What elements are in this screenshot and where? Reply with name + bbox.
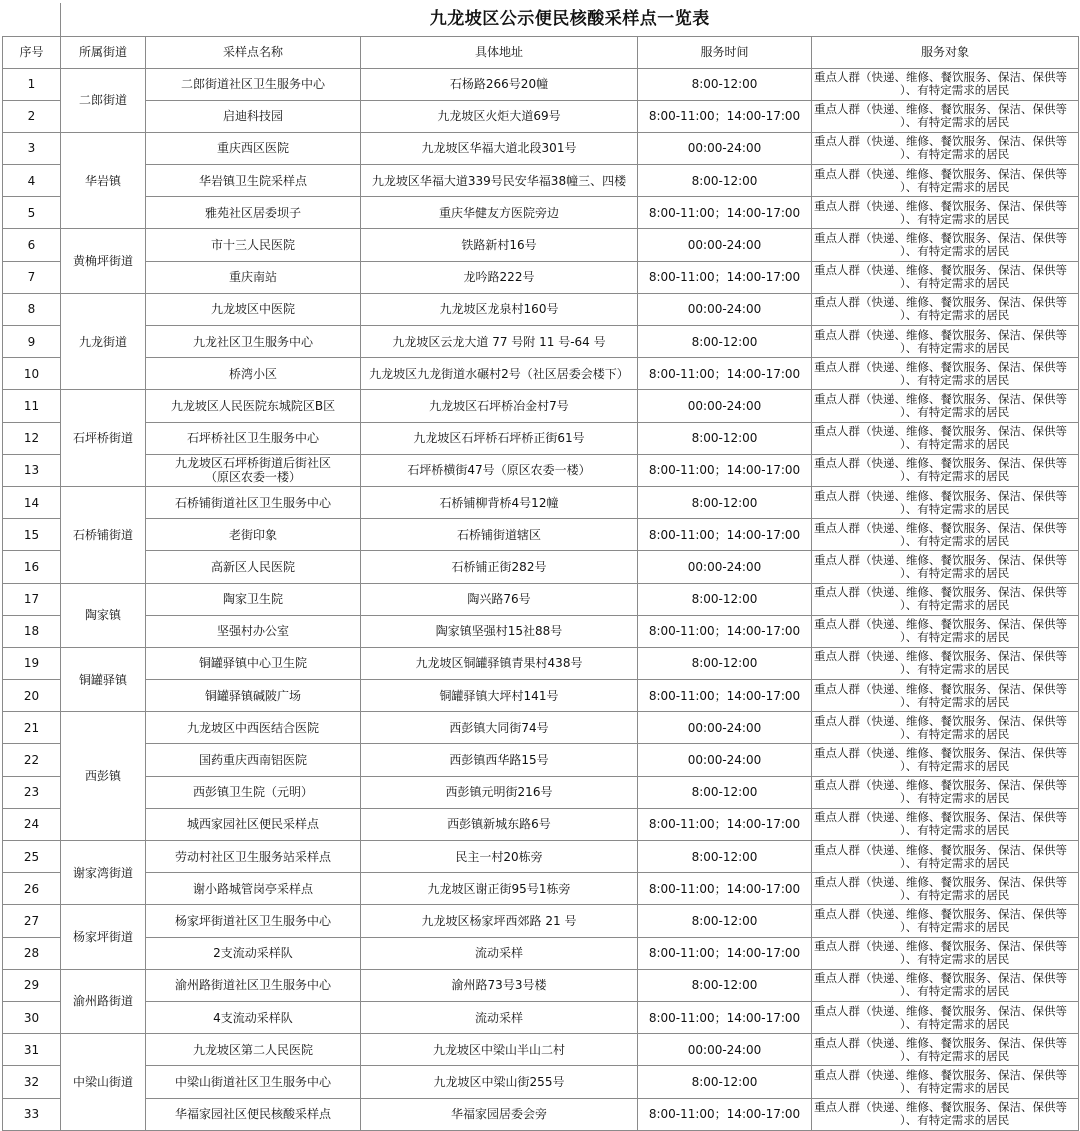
service-target-line1: 重点人群（快递、维修、餐饮服务、保洁、保供等 <box>814 585 1067 600</box>
street-cell: 陶家镇 <box>61 583 146 647</box>
service-target-cell <box>812 680 1079 712</box>
service-target-line1: 重点人群（快递、维修、餐饮服务、保洁、保供等 <box>814 70 1067 85</box>
table-row <box>3 841 1079 873</box>
service-target-cell <box>812 422 1079 454</box>
service-time-cell: 8:00-12:00 <box>638 969 812 1001</box>
row-number: 19 <box>3 647 61 679</box>
service-target-line1: 重点人群（快递、维修、餐饮服务、保洁、保供等 <box>814 102 1067 117</box>
service-time-cell: 8:00-11:00；14:00-17:00 <box>638 261 812 293</box>
service-time-cell: 8:00-11:00；14:00-17:00 <box>638 808 812 840</box>
service-time-cell: 8:00-12:00 <box>638 422 812 454</box>
site-name-cell: 老街印象 <box>146 519 361 551</box>
table-title: 九龙坡区公示便民核酸采样点一览表 <box>61 3 1079 36</box>
address-cell: 西彭镇西华路15号 <box>361 744 638 776</box>
street-cell: 黄桷坪街道 <box>61 229 146 293</box>
address-cell: 九龙坡区九龙街道水碾村2号（社区居委会楼下） <box>361 358 638 390</box>
site-name-cell: 九龙社区卫生服务中心 <box>146 326 361 358</box>
service-target-line2: ）、有特定需求的居民 <box>900 1080 1010 1095</box>
service-time-cell: 8:00-11:00；14:00-17:00 <box>638 197 812 229</box>
title-blank-cell <box>3 3 61 36</box>
service-time-cell: 00:00-24:00 <box>638 551 812 583</box>
site-name-cell: 谢小路城管岗亭采样点 <box>146 873 361 905</box>
header-no: 序号 <box>3 36 61 68</box>
service-target-line1: 重点人群（快递、维修、餐饮服务、保洁、保供等 <box>814 263 1067 278</box>
service-target-line2: ）、有特定需求的居民 <box>900 404 1010 419</box>
address-cell: 九龙坡区火炬大道69号 <box>361 100 638 132</box>
service-target-line1: 重点人群（快递、维修、餐饮服务、保洁、保供等 <box>814 939 1067 954</box>
row-number: 9 <box>3 326 61 358</box>
service-target-line2: ）、有特定需求的居民 <box>900 83 1010 98</box>
service-target-line1: 重点人群（快递、维修、餐饮服务、保洁、保供等 <box>814 874 1067 889</box>
service-target-cell <box>812 132 1079 164</box>
service-target-cell <box>812 326 1079 358</box>
service-target-line2: ）、有特定需求的居民 <box>900 211 1010 226</box>
row-number: 21 <box>3 712 61 744</box>
service-target-line1: 重点人群（快递、维修、餐饮服务、保洁、保供等 <box>814 134 1067 149</box>
address-cell: 九龙坡区石坪桥冶金村7号 <box>361 390 638 422</box>
address-cell: 九龙坡区中梁山半山二村 <box>361 1034 638 1066</box>
site-name-cell: 石桥铺街道社区卫生服务中心 <box>146 486 361 518</box>
site-name-cell: 二郎街道社区卫生服务中心 <box>146 68 361 100</box>
address-cell: 九龙坡区铜罐驿镇青果村438号 <box>361 647 638 679</box>
row-number: 11 <box>3 390 61 422</box>
service-target-line2: ）、有特定需求的居民 <box>900 147 1010 162</box>
row-number: 23 <box>3 776 61 808</box>
service-time-cell: 8:00-11:00；14:00-17:00 <box>638 454 812 486</box>
service-target-cell <box>812 615 1079 647</box>
service-target-line2: ）、有特定需求的居民 <box>900 984 1010 999</box>
service-target-line1: 重点人群（快递、维修、餐饮服务、保洁、保供等 <box>814 231 1067 246</box>
service-time-cell: 8:00-11:00；14:00-17:00 <box>638 100 812 132</box>
service-target-line1: 重点人群（快递、维修、餐饮服务、保洁、保供等 <box>814 1035 1067 1050</box>
service-time-cell: 8:00-12:00 <box>638 583 812 615</box>
service-time-cell: 00:00-24:00 <box>638 390 812 422</box>
service-target-line1: 重点人群（快递、维修、餐饮服务、保洁、保供等 <box>814 552 1067 567</box>
row-number: 10 <box>3 358 61 390</box>
service-time-cell: 8:00-12:00 <box>638 776 812 808</box>
service-target-line2: ）、有特定需求的居民 <box>900 726 1010 741</box>
street-cell: 二郎街道 <box>61 68 146 132</box>
table-row <box>3 68 1079 100</box>
address-cell: 龙吟路222号 <box>361 261 638 293</box>
service-target-cell <box>812 873 1079 905</box>
service-target-cell <box>812 486 1079 518</box>
service-target-cell <box>812 712 1079 744</box>
service-target-line2: ）、有特定需求的居民 <box>900 598 1010 613</box>
service-target-line1: 重点人群（快递、维修、餐饮服务、保洁、保供等 <box>814 488 1067 503</box>
service-target-line2: ）、有特定需求的居民 <box>900 823 1010 838</box>
service-time-cell: 8:00-12:00 <box>638 905 812 937</box>
header-address: 具体地址 <box>361 36 638 68</box>
service-time-cell: 00:00-24:00 <box>638 229 812 261</box>
table-row <box>3 873 1079 905</box>
address-cell: 重庆华健友方医院旁边 <box>361 197 638 229</box>
service-target-line2: ）、有特定需求的居民 <box>900 276 1010 291</box>
service-target-line1: 重点人群（快递、维修、餐饮服务、保洁、保供等 <box>814 424 1067 439</box>
service-time-cell: 00:00-24:00 <box>638 1034 812 1066</box>
service-target-line2: ）、有特定需求的居民 <box>900 1016 1010 1031</box>
site-name-cell: 4支流动采样队 <box>146 1001 361 1033</box>
service-target-line2: ）、有特定需求的居民 <box>900 244 1010 259</box>
service-target-cell <box>812 229 1079 261</box>
table-row <box>3 293 1079 325</box>
address-cell: 石杨路266号20幢 <box>361 68 638 100</box>
service-target-line2: ）、有特定需求的居民 <box>900 694 1010 709</box>
service-target-line2: ）、有特定需求的居民 <box>900 437 1010 452</box>
service-target-cell <box>812 261 1079 293</box>
service-time-cell: 8:00-11:00；14:00-17:00 <box>638 873 812 905</box>
service-target-cell <box>812 197 1079 229</box>
service-target-cell <box>812 293 1079 325</box>
service-target-cell <box>812 744 1079 776</box>
table-row <box>3 165 1079 197</box>
site-name-cell: 华福家园社区便民核酸采样点 <box>146 1098 361 1130</box>
table-row <box>3 969 1079 1001</box>
service-target-cell <box>812 1001 1079 1033</box>
row-number: 26 <box>3 873 61 905</box>
site-name-cell: 市十三人民医院 <box>146 229 361 261</box>
address-cell: 石桥铺街道辖区 <box>361 519 638 551</box>
site-name-cell: 中梁山街道社区卫生服务中心 <box>146 1066 361 1098</box>
table-row <box>3 680 1079 712</box>
address-cell: 九龙坡区云龙大道 77 号附 11 号-64 号 <box>361 326 638 358</box>
table-row <box>3 776 1079 808</box>
table-row <box>3 744 1079 776</box>
row-number: 16 <box>3 551 61 583</box>
service-target-cell <box>812 165 1079 197</box>
address-cell: 九龙坡区杨家坪西郊路 21 号 <box>361 905 638 937</box>
service-target-line2: ）、有特定需求的居民 <box>900 630 1010 645</box>
table-row <box>3 905 1079 937</box>
sampling-sites-sheet <box>2 3 1078 1131</box>
title-row <box>3 3 1079 36</box>
table-row <box>3 615 1079 647</box>
service-target-line2: ）、有特定需求的居民 <box>900 533 1010 548</box>
service-time-cell: 8:00-12:00 <box>638 1066 812 1098</box>
service-time-cell: 8:00-11:00；14:00-17:00 <box>638 358 812 390</box>
service-time-cell: 8:00-11:00；14:00-17:00 <box>638 615 812 647</box>
site-name-cell: 西彭镇卫生院（元明） <box>146 776 361 808</box>
site-name-cell: 启迪科技园 <box>146 100 361 132</box>
row-number: 6 <box>3 229 61 261</box>
header-site-name: 采样点名称 <box>146 36 361 68</box>
site-name-cell: 石坪桥社区卫生服务中心 <box>146 422 361 454</box>
row-number: 13 <box>3 454 61 486</box>
row-number: 18 <box>3 615 61 647</box>
table-row <box>3 551 1079 583</box>
service-target-line1: 重点人群（快递、维修、餐饮服务、保洁、保供等 <box>814 1067 1067 1082</box>
service-target-line2: ）、有特定需求的居民 <box>900 501 1010 516</box>
service-target-line1: 重点人群（快递、维修、餐饮服务、保洁、保供等 <box>814 166 1067 181</box>
service-target-line1: 重点人群（快递、维修、餐饮服务、保洁、保供等 <box>814 746 1067 761</box>
row-number: 17 <box>3 583 61 615</box>
site-name-cell: 雅苑社区居委坝子 <box>146 197 361 229</box>
service-target-cell <box>812 776 1079 808</box>
address-cell: 九龙坡区石坪桥石坪桥正街61号 <box>361 422 638 454</box>
row-number: 33 <box>3 1098 61 1130</box>
service-target-cell <box>812 519 1079 551</box>
service-target-line2: ）、有特定需求的居民 <box>900 372 1010 387</box>
table-row <box>3 1001 1079 1033</box>
table-row <box>3 358 1079 390</box>
address-cell: 西彭镇大同街74号 <box>361 712 638 744</box>
service-target-line1: 重点人群（快递、维修、餐饮服务、保洁、保供等 <box>814 391 1067 406</box>
row-number: 15 <box>3 519 61 551</box>
service-time-cell: 8:00-12:00 <box>638 486 812 518</box>
service-target-line1: 重点人群（快递、维修、餐饮服务、保洁、保供等 <box>814 906 1067 921</box>
site-name-cell: 九龙坡区人民医院东城院区B区 <box>146 390 361 422</box>
address-cell: 流动采样 <box>361 1001 638 1033</box>
site-name-cell: 渝州路街道社区卫生服务中心 <box>146 969 361 1001</box>
service-target-line1: 重点人群（快递、维修、餐饮服务、保洁、保供等 <box>814 971 1067 986</box>
street-cell: 中梁山街道 <box>61 1034 146 1131</box>
table-row <box>3 454 1079 486</box>
row-number: 32 <box>3 1066 61 1098</box>
address-cell: 石桥铺柳背桥4号12幢 <box>361 486 638 518</box>
service-target-line1: 重点人群（快递、维修、餐饮服务、保洁、保供等 <box>814 617 1067 632</box>
site-name-cell <box>146 454 361 486</box>
site-name-cell: 高新区人民医院 <box>146 551 361 583</box>
service-target-line2: ）、有特定需求的居民 <box>900 887 1010 902</box>
service-time-cell: 8:00-12:00 <box>638 647 812 679</box>
address-cell: 铁路新村16号 <box>361 229 638 261</box>
service-target-cell <box>812 969 1079 1001</box>
address-cell: 九龙坡区华福大道北段301号 <box>361 132 638 164</box>
row-number: 4 <box>3 165 61 197</box>
table-row <box>3 712 1079 744</box>
street-cell: 铜罐驿镇 <box>61 647 146 711</box>
service-target-line2: ）、有特定需求的居民 <box>900 565 1010 580</box>
row-number: 5 <box>3 197 61 229</box>
site-name-line1: 九龙坡区石坪桥街道后街社区 <box>174 456 331 471</box>
service-time-cell: 00:00-24:00 <box>638 712 812 744</box>
address-cell: 九龙坡区中梁山街255号 <box>361 1066 638 1098</box>
table-row <box>3 937 1079 969</box>
street-cell: 石桥铺街道 <box>61 486 146 583</box>
row-number: 1 <box>3 68 61 100</box>
table-row <box>3 326 1079 358</box>
table-row <box>3 229 1079 261</box>
table-row <box>3 1034 1079 1066</box>
service-target-line2: ）、有特定需求的居民 <box>900 1113 1010 1128</box>
site-name-cell: 桥湾小区 <box>146 358 361 390</box>
service-target-line2: ）、有特定需求的居民 <box>900 919 1010 934</box>
address-cell: 石坪桥横街47号（原区农委一楼） <box>361 454 638 486</box>
service-time-cell: 8:00-11:00；14:00-17:00 <box>638 680 812 712</box>
site-name-line2: （原区农委一楼） <box>204 470 301 485</box>
row-number: 8 <box>3 293 61 325</box>
service-target-cell <box>812 358 1079 390</box>
row-number: 3 <box>3 132 61 164</box>
sampling-sites-table <box>2 3 1079 1131</box>
site-name-cell: 城西家园社区便民采样点 <box>146 808 361 840</box>
service-time-cell: 00:00-24:00 <box>638 744 812 776</box>
service-target-line1: 重点人群（快递、维修、餐饮服务、保洁、保供等 <box>814 520 1067 535</box>
address-cell: 九龙坡区龙泉村160号 <box>361 293 638 325</box>
service-target-cell <box>812 905 1079 937</box>
table-row <box>3 519 1079 551</box>
service-target-line1: 重点人群（快递、维修、餐饮服务、保洁、保供等 <box>814 681 1067 696</box>
service-target-line2: ）、有特定需求的居民 <box>900 791 1010 806</box>
service-target-line1: 重点人群（快递、维修、餐饮服务、保洁、保供等 <box>814 1100 1067 1115</box>
service-target-line1: 重点人群（快递、维修、餐饮服务、保洁、保供等 <box>814 842 1067 857</box>
row-number: 12 <box>3 422 61 454</box>
service-target-cell <box>812 1034 1079 1066</box>
service-target-line1: 重点人群（快递、维修、餐饮服务、保洁、保供等 <box>814 327 1067 342</box>
service-target-line2: ）、有特定需求的居民 <box>900 340 1010 355</box>
service-target-line2: ）、有特定需求的居民 <box>900 855 1010 870</box>
street-cell: 九龙街道 <box>61 293 146 390</box>
street-cell: 渝州路街道 <box>61 969 146 1033</box>
table-row <box>3 1098 1079 1130</box>
address-cell: 九龙坡区华福大道339号民安华福38幢三、四楼 <box>361 165 638 197</box>
address-cell: 民主一村20栋旁 <box>361 841 638 873</box>
service-target-line1: 重点人群（快递、维修、餐饮服务、保洁、保供等 <box>814 1003 1067 1018</box>
table-row <box>3 390 1079 422</box>
row-number: 29 <box>3 969 61 1001</box>
address-cell: 西彭镇元明街216号 <box>361 776 638 808</box>
service-target-line1: 重点人群（快递、维修、餐饮服务、保洁、保供等 <box>814 810 1067 825</box>
header-row <box>3 36 1079 68</box>
service-target-cell <box>812 583 1079 615</box>
table-row <box>3 100 1079 132</box>
table-row <box>3 422 1079 454</box>
row-number: 22 <box>3 744 61 776</box>
table-row <box>3 583 1079 615</box>
address-cell: 陶家镇坚强村15社88号 <box>361 615 638 647</box>
site-name-cell: 陶家卫生院 <box>146 583 361 615</box>
site-name-cell: 劳动村社区卫生服务站采样点 <box>146 841 361 873</box>
row-number: 2 <box>3 100 61 132</box>
site-name-cell: 铜罐驿镇中心卫生院 <box>146 647 361 679</box>
table-row <box>3 132 1079 164</box>
row-number: 24 <box>3 808 61 840</box>
service-target-line1: 重点人群（快递、维修、餐饮服务、保洁、保供等 <box>814 359 1067 374</box>
service-target-line2: ）、有特定需求的居民 <box>900 1048 1010 1063</box>
service-target-cell <box>812 937 1079 969</box>
header-service-target: 服务对象 <box>812 36 1079 68</box>
service-target-cell <box>812 390 1079 422</box>
service-target-line1: 重点人群（快递、维修、餐饮服务、保洁、保供等 <box>814 649 1067 664</box>
service-time-cell: 8:00-11:00；14:00-17:00 <box>638 519 812 551</box>
service-target-line2: ）、有特定需求的居民 <box>900 469 1010 484</box>
site-name-cell: 华岩镇卫生院采样点 <box>146 165 361 197</box>
service-target-line1: 重点人群（快递、维修、餐饮服务、保洁、保供等 <box>814 198 1067 213</box>
service-time-cell: 8:00-11:00；14:00-17:00 <box>638 1098 812 1130</box>
row-number: 31 <box>3 1034 61 1066</box>
site-name-cell: 杨家坪街道社区卫生服务中心 <box>146 905 361 937</box>
site-name-cell: 九龙坡区中西医结合医院 <box>146 712 361 744</box>
row-number: 7 <box>3 261 61 293</box>
site-name-cell: 2支流动采样队 <box>146 937 361 969</box>
service-time-cell: 00:00-24:00 <box>638 293 812 325</box>
service-time-cell: 8:00-12:00 <box>638 165 812 197</box>
row-number: 27 <box>3 905 61 937</box>
site-name-cell: 国药重庆西南铝医院 <box>146 744 361 776</box>
service-target-line1: 重点人群（快递、维修、餐饮服务、保洁、保供等 <box>814 456 1067 471</box>
service-time-cell: 00:00-24:00 <box>638 132 812 164</box>
site-name-cell: 铜罐驿镇碱陂广场 <box>146 680 361 712</box>
service-time-cell: 8:00-11:00；14:00-17:00 <box>638 1001 812 1033</box>
service-target-cell <box>812 647 1079 679</box>
address-cell: 渝州路73号3号楼 <box>361 969 638 1001</box>
service-target-cell <box>812 551 1079 583</box>
service-target-line1: 重点人群（快递、维修、餐饮服务、保洁、保供等 <box>814 713 1067 728</box>
table-row <box>3 1066 1079 1098</box>
service-target-line1: 重点人群（快递、维修、餐饮服务、保洁、保供等 <box>814 295 1067 310</box>
site-name-cell: 九龙坡区中医院 <box>146 293 361 325</box>
site-name-cell: 重庆西区医院 <box>146 132 361 164</box>
service-target-cell <box>812 1066 1079 1098</box>
address-cell: 流动采样 <box>361 937 638 969</box>
street-cell: 谢家湾街道 <box>61 841 146 905</box>
service-time-cell: 8:00-11:00；14:00-17:00 <box>638 937 812 969</box>
table-row <box>3 261 1079 293</box>
service-target-line1: 重点人群（快递、维修、餐饮服务、保洁、保供等 <box>814 778 1067 793</box>
site-name-cell: 重庆南站 <box>146 261 361 293</box>
street-cell: 石坪桥街道 <box>61 390 146 487</box>
service-target-cell <box>812 100 1079 132</box>
street-cell: 杨家坪街道 <box>61 905 146 969</box>
service-target-cell <box>812 1098 1079 1130</box>
service-target-line2: ）、有特定需求的居民 <box>900 952 1010 967</box>
service-target-cell <box>812 454 1079 486</box>
address-cell: 华福家园居委会旁 <box>361 1098 638 1130</box>
service-target-cell <box>812 841 1079 873</box>
row-number: 30 <box>3 1001 61 1033</box>
address-cell: 九龙坡区谢正街95号1栋旁 <box>361 873 638 905</box>
service-target-line2: ）、有特定需求的居民 <box>900 662 1010 677</box>
service-target-cell <box>812 808 1079 840</box>
address-cell: 西彭镇新城东路6号 <box>361 808 638 840</box>
service-time-cell: 8:00-12:00 <box>638 68 812 100</box>
row-number: 25 <box>3 841 61 873</box>
site-name-cell: 九龙坡区第二人民医院 <box>146 1034 361 1066</box>
site-name-cell: 坚强村办公室 <box>146 615 361 647</box>
table-row <box>3 808 1079 840</box>
service-target-line2: ）、有特定需求的居民 <box>900 308 1010 323</box>
header-service-time: 服务时间 <box>638 36 812 68</box>
row-number: 28 <box>3 937 61 969</box>
address-cell: 陶兴路76号 <box>361 583 638 615</box>
row-number: 20 <box>3 680 61 712</box>
service-time-cell: 8:00-12:00 <box>638 841 812 873</box>
service-time-cell: 8:00-12:00 <box>638 326 812 358</box>
service-target-line2: ）、有特定需求的居民 <box>900 179 1010 194</box>
table-row <box>3 197 1079 229</box>
table-row <box>3 486 1079 518</box>
row-number: 14 <box>3 486 61 518</box>
service-target-cell <box>812 68 1079 100</box>
header-street: 所属街道 <box>61 36 146 68</box>
address-cell: 石桥铺正街282号 <box>361 551 638 583</box>
service-target-line2: ）、有特定需求的居民 <box>900 115 1010 130</box>
address-cell: 铜罐驿镇大坪村141号 <box>361 680 638 712</box>
table-row <box>3 647 1079 679</box>
service-target-line2: ）、有特定需求的居民 <box>900 759 1010 774</box>
street-cell: 华岩镇 <box>61 132 146 229</box>
street-cell: 西彭镇 <box>61 712 146 841</box>
